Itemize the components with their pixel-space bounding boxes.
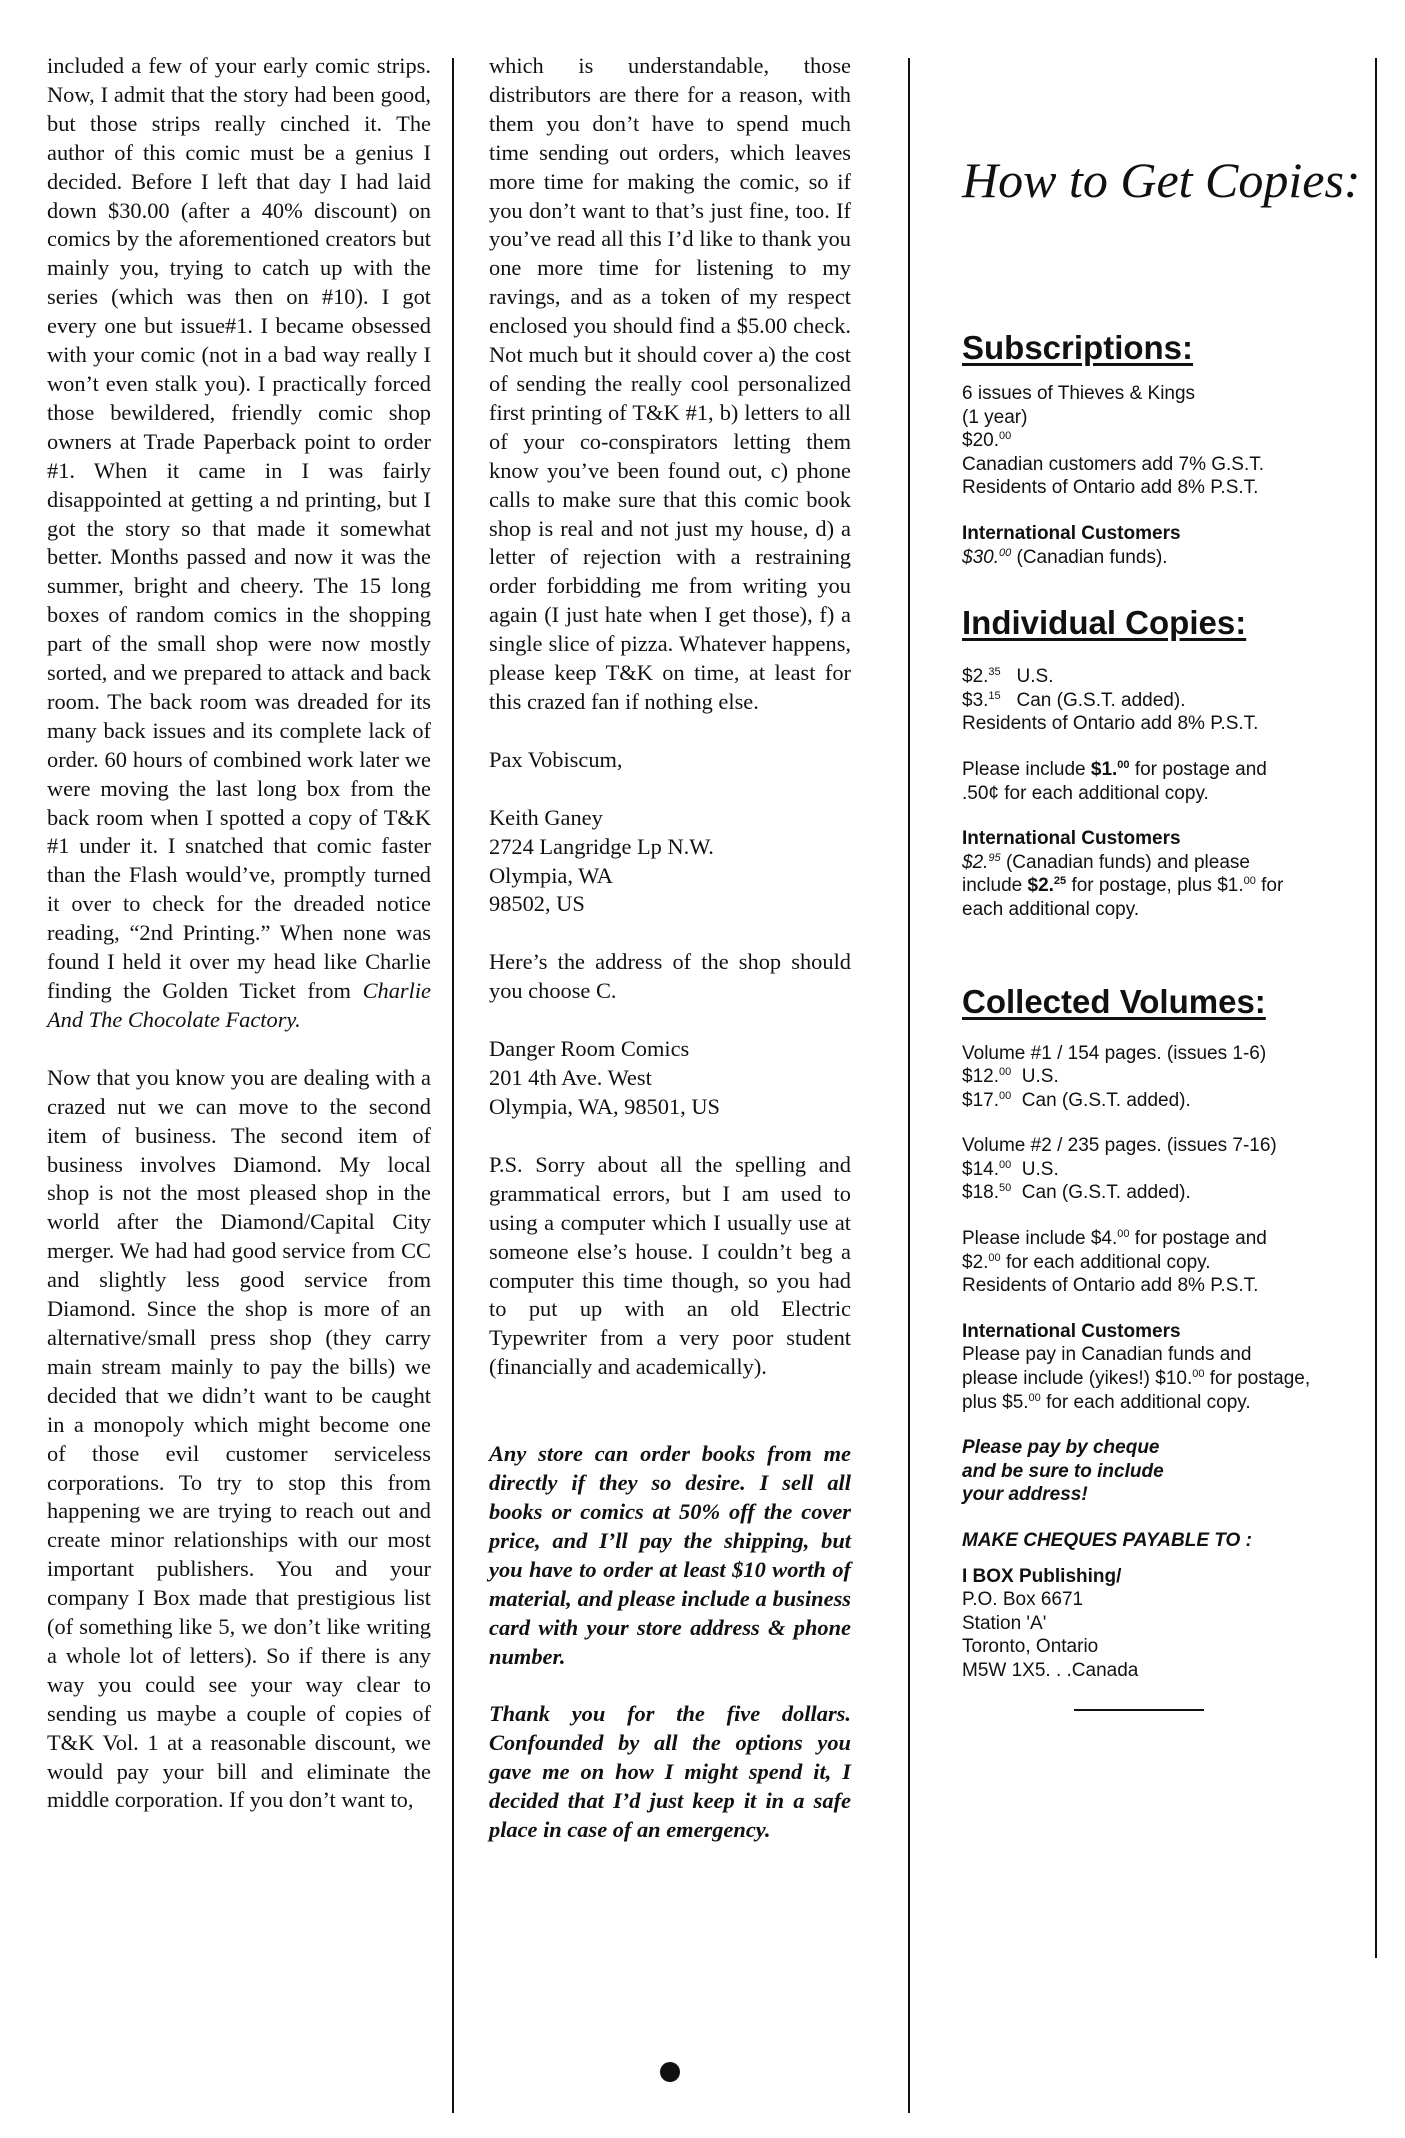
payable-heading: MAKE CHEQUES PAYABLE TO : <box>962 1530 1252 1551</box>
shop-intro: Here’s the address of the shop should you choose C. <box>489 949 851 1004</box>
postage-note: Please include $1.00 for postage and <box>962 758 1267 780</box>
letter-paragraph: which is understandable, those distributors are there for a reason, with them you don’t have to spend much time sending out orders, which leaves more time for making the comic, so if you don’t want to that’s just fine, too. If you’ve read all this I’d like to thank you one more time for listening to my ravings, and as a token of my respect enclosed you should find a $5.00 check. Not much but it should cover a) the cost of sending the really cool personalized first printing of T&K #1, b) letters to all of your co-conspirators letting them know you’ve been found out, c) phone calls to make sure that this comic book shop is real and not just my house, d) a letter of rejection with a restraining order forbidding me from writing you again (I just hate when I get those), f) a single slice of pizza. Whatever happens, please keep T&K on time, at least for this crazed fan if nothing else. <box>489 53 851 714</box>
intl-price: $30.00 (Canadian funds). <box>962 546 1168 568</box>
letter-paragraph: Now that you know you are dealing with a crazed nut we can move to the second item of business. The second item of business involves Diamond. My local shop is not the most pleased shop in the world after the Diamond/Capital City merger. We had had good service from CC and slightly less good service from Diamond. Since the shop is more of an alternative/small press shop (they carry main stream mainly to pay the bills) we decided that we didn’t want to be caught in a monopoly which might become one of those evil customer serviceless corporations. To try to stop this from happening we are trying to reach out and create minor relationships with our most important publishers. You and your company I Box made that prestigious list (of something like 5, we don’t like writing a whole lot of letters). So if there is any way you could see your way clear to sending us maybe a couple of copies of T&K Vol. 1 at a reasonable discount, we would pay your bill and eliminate the middle corporation. If you don’t want to, <box>47 1064 431 1813</box>
column-divider-left <box>452 58 454 2113</box>
postage-note: $2.00 for each additional copy. <box>962 1251 1211 1273</box>
intl-note: Please pay in Canadian funds and <box>962 1344 1252 1366</box>
how-to-get-copies-sidebar <box>962 150 1382 1711</box>
subscription-line: 6 issues of Thieves & Kings <box>962 383 1196 404</box>
subscriptions-heading: Subscriptions: <box>962 329 1194 366</box>
volume-price: $12.00 U.S. <box>962 1066 1059 1088</box>
editor-reply: Thank you for the five dollars. Confounded by all the options you gave me on how I might spend it, I decided that I’d just keep it in a safe place in case of an emergency. <box>489 1701 851 1843</box>
subscription-line: Residents of Ontario add 8% P.S.T. <box>962 477 1259 499</box>
intl-postage: each additional copy. <box>962 898 1140 920</box>
sidebar-title: How to Get Copies: <box>962 152 1361 208</box>
intl-label: International Customers <box>962 1320 1181 1342</box>
volume-price: $17.00 Can (G.S.T. added). <box>962 1089 1191 1111</box>
volume-title: Volume #2 / 235 pages. (issues 7-16) <box>962 1135 1277 1157</box>
publisher-address: P.O. Box 6671 <box>962 1589 1084 1611</box>
shop-address: Danger Room Comics 201 4th Ave. West Olympia, WA, 98501, US <box>489 1036 720 1119</box>
publisher-address: I BOX Publishing/ <box>962 1565 1122 1587</box>
publisher-address: M5W 1X5. . .Canada <box>962 1659 1139 1681</box>
sender-address: Keith Ganey 2724 Langridge Lp N.W. Olympia, WA 98502, US <box>489 804 714 917</box>
column-divider-right <box>908 58 910 2113</box>
volume-title: Volume #1 / 154 pages. (issues 1-6) <box>962 1042 1267 1064</box>
intl-note: plus $5.00 for each additional copy. <box>962 1391 1251 1413</box>
ontario-note: Residents of Ontario add 8% P.S.T. <box>962 1275 1259 1297</box>
postscript: P.S. Sorry about all the spelling and grammatical errors, but I am used to using a computer which I usually use at someone else’s house. I couldn’t beg a computer this time though, so you had to put up with an old Electric Typewriter from a very poor student (financially and academically). <box>489 1151 851 1380</box>
intl-postage: include $2.25 for postage, plus $1.00 for <box>962 875 1284 897</box>
letter-column-1 <box>47 52 431 1815</box>
letter-closing: Pax Vobiscum, <box>489 746 623 772</box>
pay-note: and be sure to include <box>962 1460 1164 1482</box>
intl-label: International Customers <box>962 522 1181 544</box>
letter-paragraph: included a few of your early comic strips. Now, I admit that the story had been good, but those strips really cinched it. The author of this comic must be a genius I decided. Before I left that day I had laid down $30.00 (after a 40% discount) on comics by the aforementioned creators but mainly you, trying to catch up with the series (which was then on #10). I got every one but issue#1. I became obsessed with your comic (not in a bad way really I won’t even stalk you). I practically forced those bewildered, friendly comic shop owners at Trade Paperback point to order #1. When it came in I was fairly disappointed at getting a nd printing, but I got the story so that made it somewhat better. Months passed and now it was the summer, bright and cheery. The 15 long boxes of random comics in the shopping part of the small shop were now mostly sorted, and we prepared to attack and back room. The back room was dreaded for its many back issues and its complete lack of order. 60 hours of combined work later we were moving the last long box from the back room when I spotted a copy of T&K #1 under it. I snatched that comic faster than the Flash would’ve, promptly turned it over to check for the dreaded notice reading, “2nd Printing.” When none was found I held it over my head like Charlie finding the Golden Ticket from Charlie And The Chocolate Factory. <box>47 53 431 1032</box>
collected-volumes-heading: Collected Volumes: <box>962 982 1266 1020</box>
can-price: $3.15 Can (G.S.T. added). <box>962 689 1186 711</box>
postage-note: Please include $4.00 for postage and <box>962 1228 1267 1250</box>
bullet-icon <box>660 2062 680 2082</box>
ontario-note: Residents of Ontario add 8% P.S.T. <box>962 713 1259 735</box>
volume-price: $18.50 Can (G.S.T. added). <box>962 1182 1191 1204</box>
subscription-line: Canadian customers add 7% G.S.T. <box>962 453 1265 475</box>
postage-note: .50¢ for each additional copy. <box>962 782 1209 804</box>
individual-copies-heading: Individual Copies: <box>962 604 1247 642</box>
subscription-line: (1 year) <box>962 406 1028 428</box>
intl-price: $2.95 (Canadian funds) and please <box>962 851 1250 873</box>
intl-note: please include (yikes!) $10.00 for postage, <box>962 1368 1311 1390</box>
end-divider <box>1074 1709 1204 1711</box>
book-title: Charlie And The Chocolate Factory. <box>47 978 431 1032</box>
letter-column-2 <box>489 52 851 1845</box>
subscription-price: $20.00 <box>962 430 1012 452</box>
volume-price: $14.00 U.S. <box>962 1158 1059 1180</box>
editor-reply: Any store can order books from me directly if they so desire. I sell all books or comics at 50% off the cover price, and I’ll pay the shipping, but you have to order at least $10 worth of material, and please include a business card with your store address & phone number. <box>489 1441 851 1669</box>
pay-note: Please pay by cheque <box>962 1437 1160 1459</box>
pay-note: your address! <box>962 1484 1088 1506</box>
us-price: $2.35 U.S. <box>962 666 1054 688</box>
publisher-address: Toronto, Ontario <box>962 1636 1099 1658</box>
publisher-address: Station 'A' <box>962 1612 1047 1634</box>
intl-label: International Customers <box>962 828 1181 850</box>
